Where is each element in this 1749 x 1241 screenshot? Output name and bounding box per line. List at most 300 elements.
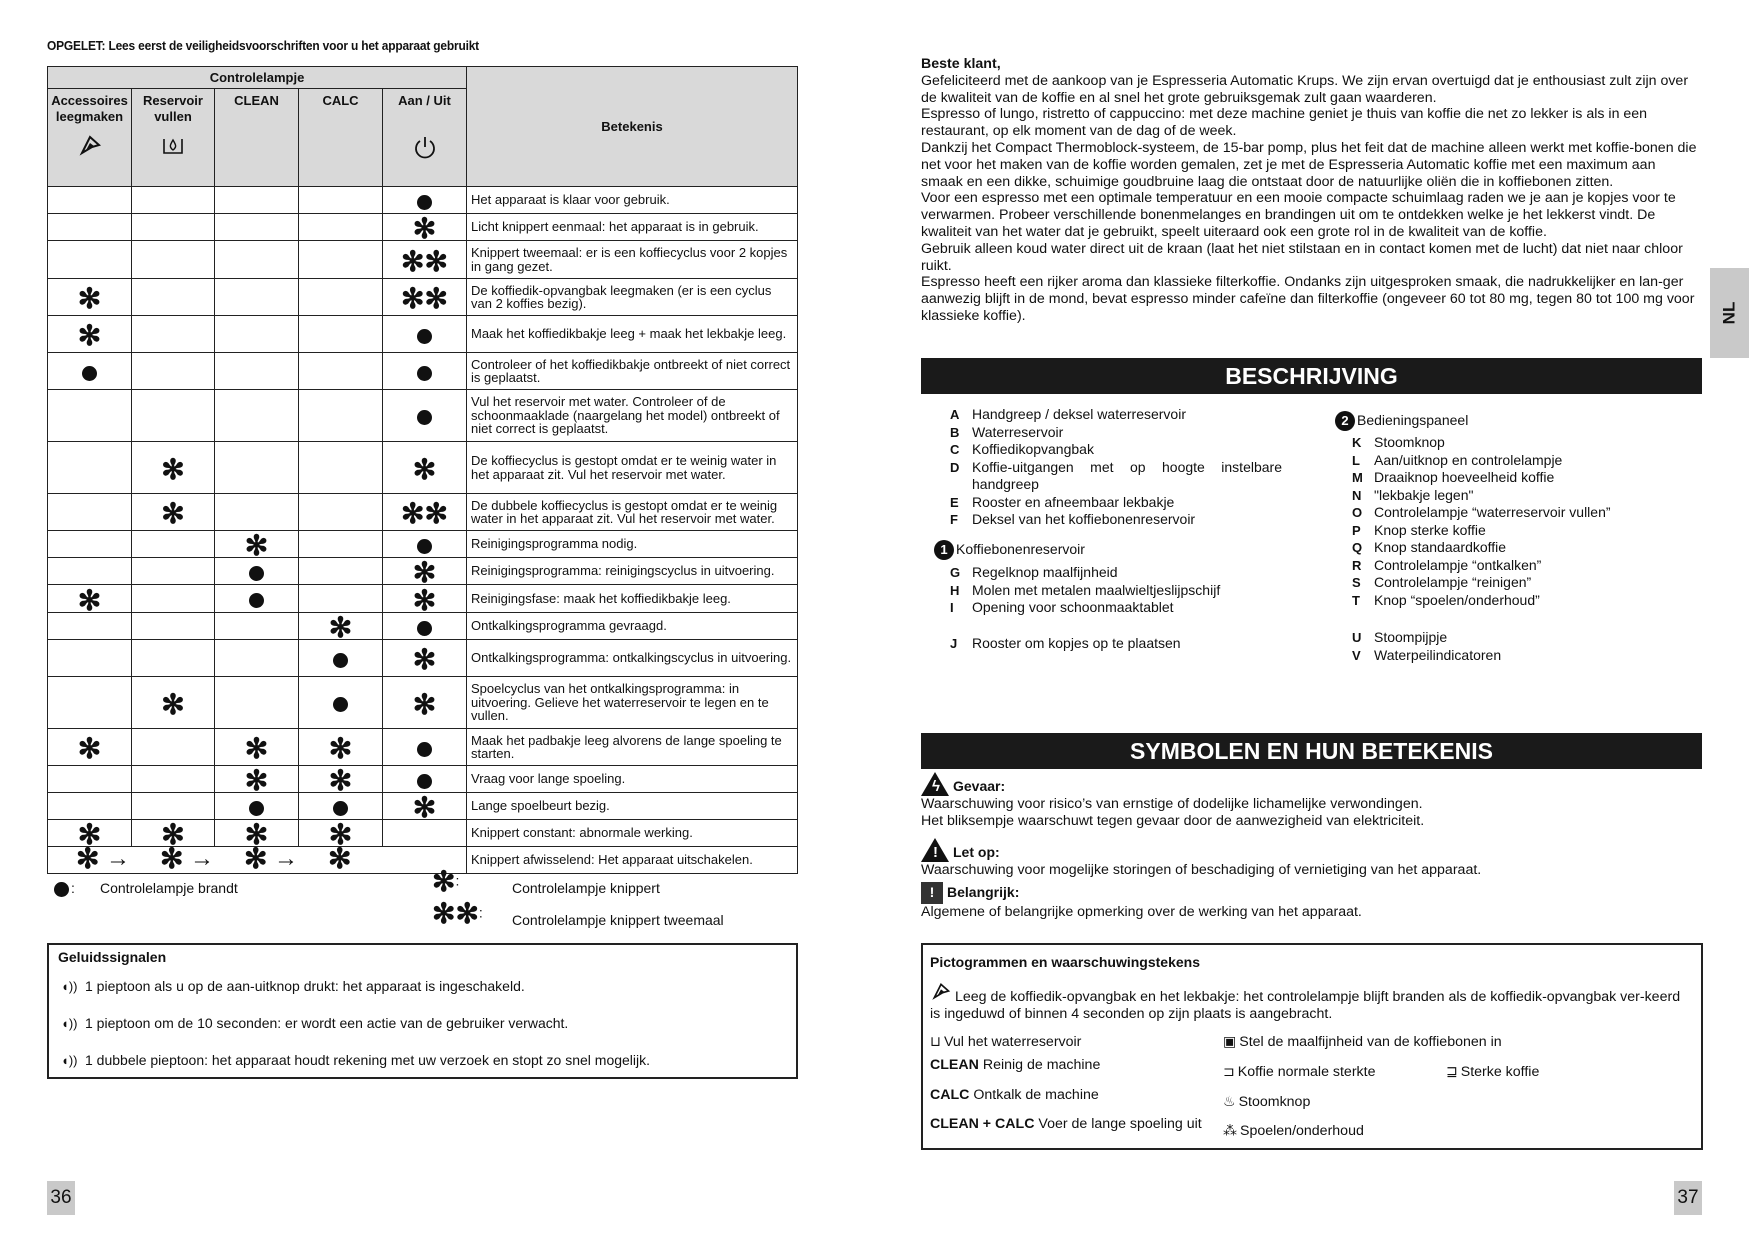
item-text: Draaiknop hoeveelheid koffie [1374,469,1555,485]
item-key: N [1352,487,1362,503]
picto-grind [1223,1033,1502,1050]
description-item [950,635,1181,653]
picto-calc-key: CALC [930,1087,970,1103]
empty-cell [215,353,299,390]
description-item [1352,452,1611,470]
danger-label: Gevaar: [953,778,1006,794]
light-blink-cell [132,442,215,494]
table-row [48,390,798,442]
light-blink-cell [215,530,299,562]
blink-icon: ✻ [412,213,437,245]
intro-paragraph: Voor een espresso met een optimale temperatuur en een mooie compacte schuimlaag raden we je aan je kopjes voor te verwarmen. Probeer verschillende bonenmelanges en brandingen uit om te ontdekken welke je het lekkerst vindt. De kwaliteit van het water dat je gebruikt, speelt uiteraard ook een grote rol in de kwaliteit van de koffie. [921,190,1676,240]
picto-clean-text: Reinig de machine [982,1057,1101,1073]
dot-icon [333,801,348,816]
speaker-icon: ◖)) [61,1016,78,1031]
item-text: Controlelampje “reinigen” [1374,574,1532,590]
meaning-cell: Maak het koffiedikbakje leeg + maak het lekbakje leeg. [467,316,798,353]
description-item [1352,522,1611,540]
language-tab-label: NL [1719,301,1739,325]
item-text: Knop standaardkoffie [1374,539,1507,555]
meaning-cell: Ontkalkingsprogramma: ontkalkingscyclus in uitvoering. [467,640,798,677]
legend-on: : Controlelampje brandt [54,880,75,897]
light-blink-cell [299,729,383,766]
light-on-cell [383,353,467,390]
item-text: Controlelampje “ontkalken” [1374,556,1542,573]
empty-cell [132,279,215,316]
sound-item [61,1015,568,1031]
empty-cell [48,390,132,442]
item-text: Deksel van het koffiebonenreservoir [972,511,1196,527]
coffee-grounds-icon [930,981,952,1005]
empty-cell [299,279,383,316]
intro-paragraph: Dankzij het Compact Thermoblock-systeem, de 15-bar pomp, plus het feit dat de machine alleen werkt met koffie-bonen die net voor het maken van de koffie worden gemalen, zet je met de Espresseria Automatic koffie met een maximum aan smaak en een dikke, schuimige goudbruine laag die ontstaat door de natuurlijke oliën die in koffiebonen zitten. [921,139,1697,190]
header-accessoires-label: Accessoires leegmaken [51,93,128,124]
cup-icon: ⊐ [1223,1063,1235,1079]
empty-cell [215,390,299,442]
picto-grounds [930,981,1690,1023]
table-row [48,793,798,820]
empty-cell [299,585,383,613]
meaning-cell: Reinigingsfase: maak het koffiedikbakje leeg. [467,585,798,613]
dot-icon [82,366,97,381]
light-blink-cell [215,765,299,797]
table-row [48,187,798,214]
sound-item-text: 1 pieptoon om de 10 seconden: er wordt een actie van de gebruiker verwacht. [85,1015,569,1031]
empty-cell [48,442,132,494]
group-2 [1335,411,1468,431]
meaning-cell: Het apparaat is klaar voor gebruik. [467,187,798,214]
light-blink-cell [48,279,132,316]
table-row [48,214,798,241]
dot-icon [417,621,432,636]
page-number-left: 36 [47,1181,75,1215]
item-key: L [1352,452,1360,468]
item-text: Koffie-uitgangen met op hoogte instelbare handgreep [972,458,1282,492]
item-key: M [1352,470,1363,485]
grinder-icon: ▣ [1223,1033,1237,1049]
description-list-right-2 [1352,629,1501,664]
dot-icon [333,653,348,668]
blink-twice-icon: ✻✻ [432,898,479,929]
light-blink-cell [383,442,467,494]
empty-cell [48,531,132,558]
danger-block [921,772,1424,830]
empty-cell [132,214,215,241]
light-on-cell [383,316,467,353]
empty-cell [215,442,299,494]
light-blink-cell [132,677,215,729]
picto-grind-text: Stel de maalfijnheid van de koffiebonen in [1239,1034,1502,1050]
light-blink-cell [383,640,467,677]
header-betekenis: Betekenis [467,67,798,187]
blink-icon: ✻ [412,584,437,616]
empty-cell [215,613,299,640]
picto-clean-calc [930,1116,1202,1132]
empty-cell [48,558,132,585]
meaning-cell: Knippert afwisselend: Het apparaat uitschakelen. [467,847,798,874]
empty-cell [299,558,383,585]
blink-icon: ✻ [77,584,102,616]
blink-icon: ✻ [412,557,437,589]
light-blink-cell [383,584,467,616]
description-item [1352,434,1611,452]
dot-icon [417,329,432,344]
header-clean [215,89,299,187]
empty-cell [132,187,215,214]
sound-signals-box [47,943,798,1079]
description-item [1352,647,1501,665]
legend-blink2-label: Controlelampje knippert tweemaal [512,912,724,928]
speaker-icon: ◖)) [61,1053,78,1068]
item-key: J [950,636,958,651]
water-tank-icon: ⊔ [930,1033,941,1049]
sound-item-text: 1 dubbele pieptoon: het apparaat houdt rekening met uw verzoek en stopt zo snel mogelijk. [85,1052,651,1068]
dot-icon [417,195,432,210]
picto-normal-text: Koffie normale sterkte [1237,1064,1376,1080]
legend-on-label: Controlelampje brandt [100,880,238,896]
picto-cc-text: Voer de lange spoeling uit [1038,1116,1202,1132]
empty-cell [299,390,383,442]
light-on-cell [383,390,467,442]
picto-cc-key: CLEAN + CALC [930,1116,1035,1132]
description-item [1352,487,1611,505]
picto-steam-text: Stoomknop [1238,1094,1311,1110]
empty-cell [215,279,299,316]
header-calc [299,89,383,187]
important-label: Belangrijk: [947,884,1020,900]
empty-cell [132,793,215,820]
blink-twice-icon: ✻✻ [401,498,448,530]
item-key: R [1352,557,1362,573]
safety-warning: OPGELET: Lees eerst de veiligheidsvoorschriften voor u het apparaat gebruikt [47,38,479,53]
dot-icon [417,410,432,425]
picto-water-text: Vul het waterreservoir [943,1034,1082,1050]
light-blink-cell [299,765,383,797]
light-blink-twice-cell [383,494,467,531]
water-tank-icon [132,133,214,160]
sound-item [61,978,525,994]
table-row [48,613,798,640]
table-row [48,640,798,677]
blink-icon: ✻ [412,453,437,485]
header-reservoir [132,89,215,187]
blink-icon: ✻ [244,765,269,797]
blink-icon: ✻ [432,866,456,897]
item-text: Stoompijpje [1374,629,1448,645]
dot-icon [249,566,264,581]
meaning-cell: Vul het reservoir met water. Controleer of de schoonmaaklade (naargelang het model) ontbreekt of niet correct is geplaatst. [467,390,798,442]
danger-icon: ϟ [921,772,949,796]
table-row [48,279,798,316]
table-row [48,677,798,729]
table-row [48,766,798,793]
light-on-cell [299,793,383,820]
description-item [950,406,1282,424]
picto-water [930,1033,1081,1050]
light-on-cell [215,558,299,585]
meaning-cell: Lange spoelbeurt bezig. [467,793,798,820]
dot-icon [417,539,432,554]
header-controlelampje: Controlelampje [48,67,467,89]
empty-cell [299,316,383,353]
light-blink-cell [132,494,215,531]
intro-text [921,56,1701,325]
dot-icon [249,593,264,608]
picto-title: Pictogrammen en waarschuwingstekens [930,954,1200,970]
empty-cell [299,241,383,279]
item-key: O [1352,505,1363,520]
light-blink-cell [383,213,467,245]
description-item [1352,504,1611,522]
empty-cell [215,316,299,353]
item-text: "lekbakje legen" [1374,486,1474,503]
empty-cell [48,677,132,729]
empty-cell [132,585,215,613]
caution-icon: ! [921,838,949,862]
description-item [1352,629,1501,647]
meaning-cell: Reinigingsprogramma nodig. [467,531,798,558]
picto-clean-key: CLEAN [930,1057,979,1073]
table-row [48,442,798,494]
blink-twice-icon: ✻✻ [401,283,448,315]
description-item [1352,469,1611,487]
empty-cell [48,640,132,677]
blink-icon: ✻ [77,733,102,765]
empty-cell [48,793,132,820]
blink-icon: ✻ [161,498,185,530]
meaning-cell: Controleer of het koffiedikbakje ontbreekt of niet correct is geplaatst. [467,353,798,390]
empty-cell [215,677,299,729]
intro-paragraph: Espresso of lungo, ristretto of cappuccino: met deze machine geniet je thuis van koffie die net zo lekker is als in een restaurant, op elk moment van de dag of de week. [921,106,1648,140]
item-key: B [950,424,960,440]
item-text: Opening voor schoonmaaktablet [972,599,1174,615]
coffee-grounds-icon [48,133,131,160]
item-key: D [950,459,960,475]
item-key: F [950,512,958,527]
light-blink-cell [48,584,132,616]
empty-cell [132,316,215,353]
description-item [950,599,1220,617]
caution-block [921,838,1481,879]
item-text: Knop sterke koffie [1374,521,1486,538]
picto-calc [930,1087,1099,1103]
blink-icon: ✻ [161,819,185,851]
header-aan-uit [383,89,467,187]
group-2-label: Bedieningspaneel [1357,412,1469,428]
description-item [950,424,1282,442]
item-text: Stoomknop [1374,434,1445,450]
light-blink-cell [215,729,299,766]
important-icon: ! [921,882,943,904]
blink-icon: ✻ [328,765,353,797]
blink-icon: ✻ [328,819,353,851]
steam-icon: ♨ [1223,1093,1236,1109]
table-row [48,558,798,585]
picto-calc-text: Ontkalk de machine [973,1087,1099,1103]
empty-cell [48,766,132,793]
sounds-title: Geluidssignalen [58,949,167,965]
blink-icon: ✻ [412,792,437,824]
item-text: Controlelampje “waterreservoir vullen” [1374,504,1611,520]
sound-item [61,1052,650,1068]
light-blink-cell [383,677,467,729]
blink-icon: ✻ [328,612,353,644]
meaning-cell: Maak het padbakje leeg alvorens de lange spoeling te starten. [467,729,798,766]
empty-cell [132,353,215,390]
table-row [48,241,798,279]
empty-cell [132,766,215,793]
item-key: K [1352,435,1362,450]
group-1-label: Koffiebonenreservoir [956,541,1085,557]
danger-text-2: Het bliksempje waarschuwt tegen gevaar door de aanwezigheid van elektriciteit. [921,813,1425,829]
page-number-right: 37 [1674,1181,1702,1215]
speaker-icon: ◖)) [61,979,78,994]
danger-text-1: Waarschuwing voor risico’s van ernstige of dodelijke lichamelijke verwondingen. [921,796,1423,812]
section-title-beschrijving: BESCHRIJVING [921,358,1702,394]
empty-cell [132,558,215,585]
language-tab [1710,268,1749,358]
item-text: Aan/uitknop en controlelampje [1374,451,1563,468]
item-key: U [1352,630,1362,645]
legend-blink-label: Controlelampje knippert [512,880,660,896]
legend-blink2: ✻✻: Controlelampje knippert tweemaal [432,898,724,929]
item-text: Molen met metalen maalwieltjeslijpschijf [972,581,1221,598]
empty-cell [132,613,215,640]
section-title-symbolen: SYMBOLEN EN HUN BETEKENIS [921,733,1702,769]
intro-paragraph: Gebruik alleen koud water direct uit de kraan (laat het niet stilstaan en in contact komen met de lucht) dat niet naar chloor ruikt. [921,240,1683,274]
strong-cup-icon: ⊒ [1446,1063,1458,1079]
empty-cell [215,214,299,241]
picto-strong-text: Sterke koffie [1460,1064,1540,1080]
item-text: Waterreservoir [972,423,1064,440]
intro-paragraph: Espresso heeft een rijker aroma dan klassieke filterkoffie. Ondanks zijn uitgesproken smaak, die nadrukkelijker en lan-ger aanwezig blijft in de mond, bevat espresso minder cafeïne dan filterkoffie (ongeveer 60 tot 80 mg, tegen 80 tot 100 mg voor klassieke koffie). [921,274,1695,324]
item-text: Rooster om kopjes op te plaatsen [972,635,1181,651]
light-on-cell [215,793,299,820]
empty-cell [299,531,383,558]
light-blink-twice-cell [383,279,467,316]
item-key: P [1352,522,1361,538]
item-key: S [1352,575,1361,590]
description-list-left [950,406,1282,529]
table-row [48,729,798,766]
empty-cell [215,187,299,214]
item-text: Rooster en afneembaar lekbakje [972,493,1175,510]
table-row [48,494,798,531]
picto-strong [1446,1063,1539,1080]
light-on-cell [383,187,467,214]
important-text: Algemene of belangrijke opmerking over de werking van het apparaat. [921,904,1362,920]
empty-cell [48,214,132,241]
intro-paragraph: Gefeliciteerd met de aankoop van je Espresseria Automatic Krups. We zijn ervan overtuigd dat je enthousiast zult zijn over de kwaliteit van de koffie en al snel het grote gebruiksgemak zult gaan waarderen. [921,72,1689,106]
empty-cell [48,613,132,640]
item-key: E [950,494,959,510]
blink-icon: ✻ [77,819,102,851]
pictograms-box [921,943,1703,1150]
description-list-right [1352,434,1611,609]
empty-cell [383,820,467,847]
empty-cell [132,640,215,677]
light-blink-cell [299,612,383,644]
rinse-icon: ⁂ [1223,1122,1237,1138]
header-calc-label: CALC [322,93,359,108]
picto-clean [930,1057,1100,1073]
empty-cell [299,494,383,531]
table-row [48,847,798,874]
blink-icon: ✻ [161,688,185,720]
dot-icon [54,882,69,897]
header-aan-uit-label: Aan / Uit [398,93,451,108]
table-row [48,585,798,613]
empty-cell [132,390,215,442]
blink-icon: ✻ [77,283,102,315]
header-reservoir-label: Reservoir vullen [143,93,203,124]
item-key: A [950,407,960,422]
light-on-cell [383,531,467,558]
table-row [48,353,798,390]
light-on-cell [299,640,383,677]
group-1 [934,540,1085,560]
meaning-cell: Ontkalkingsprogramma gevraagd. [467,613,798,640]
empty-cell [299,442,383,494]
salutation: Beste klant, [921,56,1001,72]
meaning-cell: De koffiecyclus is gestopt omdat er te weinig water in het apparaat zit. Vul het reservoir met water. [467,442,798,494]
description-item [950,441,1282,459]
meaning-cell: Knippert tweemaal: er is een koffiecyclus voor 2 kopjes in gang gezet. [467,241,798,279]
empty-cell [132,241,215,279]
sound-item-text: 1 pieptoon als u op de aan-uitknop drukt: het apparaat is ingeschakeld. [85,978,525,994]
blink-icon: ✻ [161,453,185,485]
group-2-marker: 2 [1335,411,1355,431]
item-key: T [1352,592,1360,608]
blink-icon: ✻ [244,819,269,851]
light-on-cell [383,766,467,793]
empty-cell [215,241,299,279]
legend-blink: ✻: Controlelampje knippert [432,866,660,897]
caution-label: Let op: [953,844,1000,860]
group-1-marker: 1 [934,540,954,560]
description-item [950,494,1282,512]
dot-icon [417,366,432,381]
light-on-cell [299,677,383,729]
meaning-cell: Spoelcyclus van het ontkalkingsprogramma: in uitvoering. Gelieve het waterreservoir te legen en te vullen. [467,677,798,729]
empty-cell [132,531,215,558]
item-text: Handgreep / deksel waterreservoir [972,406,1186,422]
item-key: V [1352,647,1361,663]
item-key: I [950,600,954,615]
blink-twice-icon: ✻✻ [401,245,448,277]
item-key: C [950,442,960,457]
description-list-left-2 [950,564,1220,617]
blink-icon: ✻ [412,688,437,720]
picto-rinse-text: Spoelen/onderhoud [1240,1123,1364,1139]
description-item [1352,574,1611,592]
item-text: Knop “spoelen/onderhoud” [1374,591,1540,608]
picto-steam [1223,1093,1310,1110]
item-text: Waterpeilindicatoren [1374,646,1502,663]
table-row [48,531,798,558]
item-key: H [950,582,960,598]
alternating-blink-cell: ✻ → ✻ → ✻ → ✻ [48,847,467,874]
empty-cell [48,187,132,214]
light-on-cell [48,353,132,390]
light-blink-twice-cell [383,241,467,279]
light-blink-cell [48,316,132,353]
table-row [48,316,798,353]
light-blink-cell [383,557,467,589]
blink-icon: ✻ [244,530,269,562]
dot-icon [417,742,432,757]
dot-icon [417,774,432,789]
